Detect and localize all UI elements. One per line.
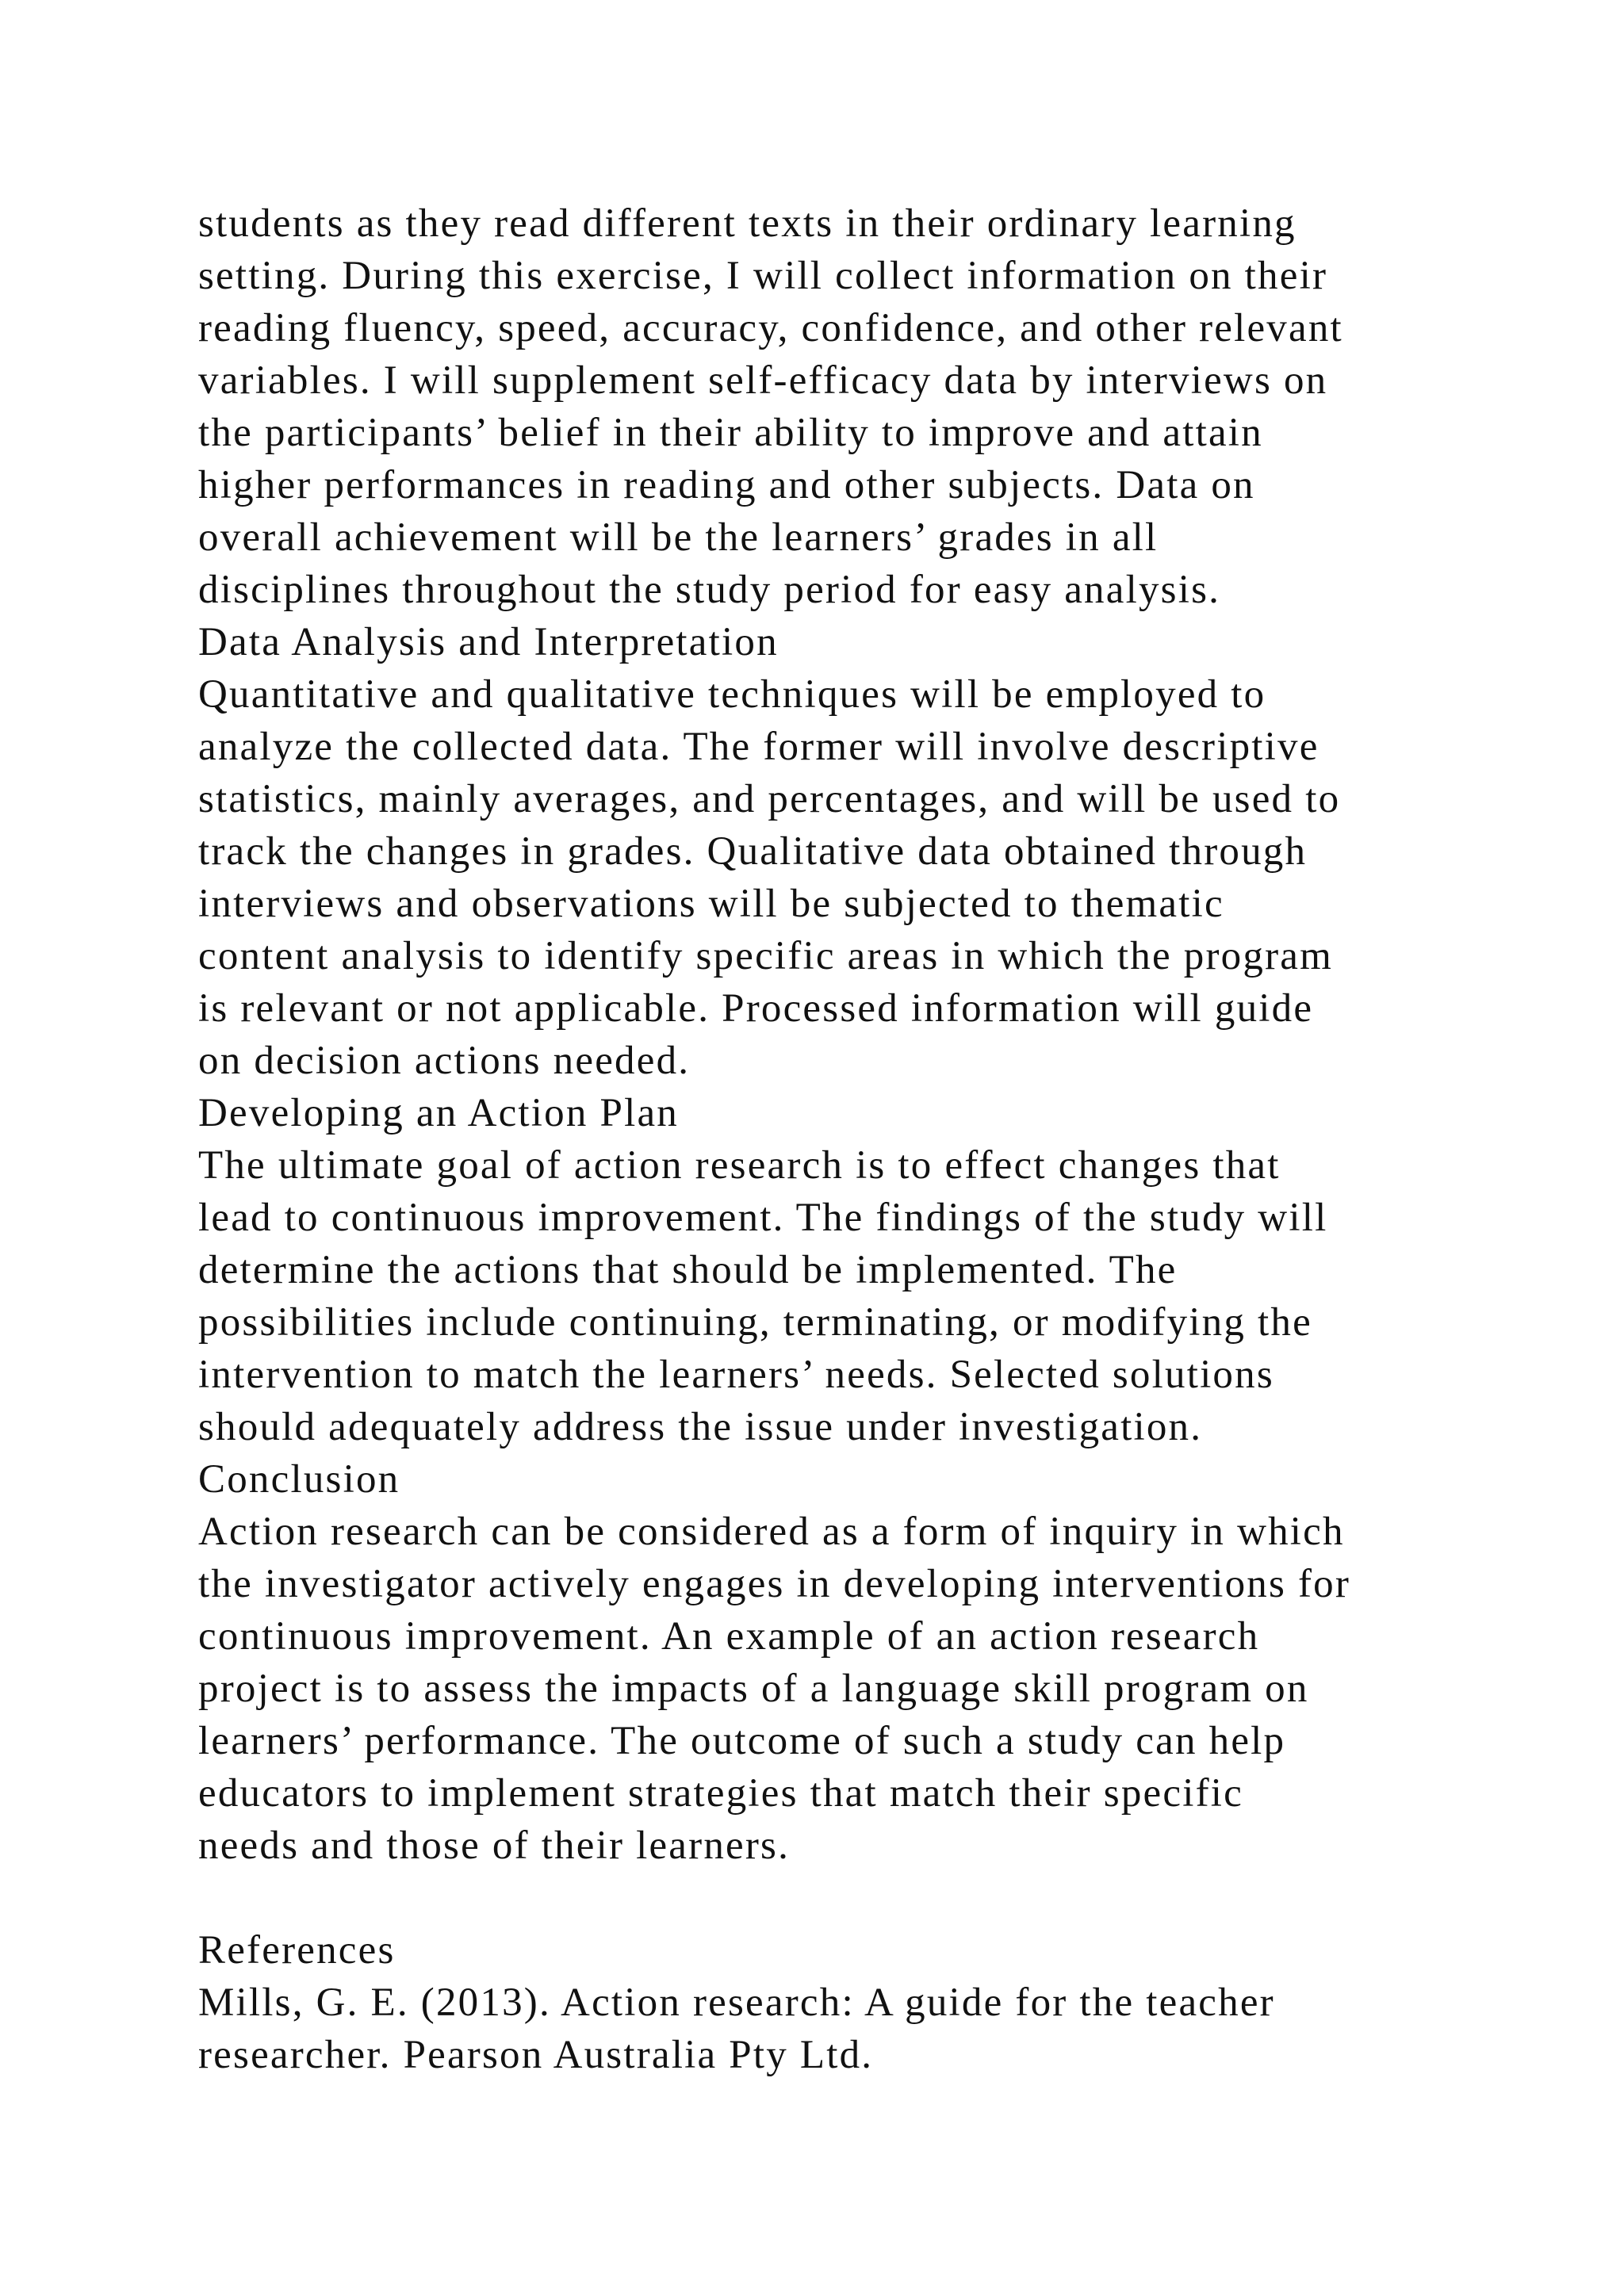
text-line: the investigator actively engages in developing interventions for (198, 1562, 1351, 1606)
section-heading-conclusion: Conclusion (198, 1457, 400, 1502)
section-heading-action-plan: Developing an Action Plan (198, 1091, 679, 1135)
section-heading-data-analysis: Data Analysis and Interpretation (198, 620, 779, 664)
text-line: continuous improvement. An example of an action research (198, 1614, 1260, 1659)
text-line: reading fluency, speed, accuracy, confidence, and other relevant (198, 306, 1343, 350)
document-page (198, 197, 1499, 2081)
text-line: Mills, G. E. (2013). Action research: A guide for the teacher (198, 1980, 1275, 2025)
text-line: Action research can be considered as a form of inquiry in which (198, 1510, 1345, 1554)
text-line: disciplines throughout the study period for easy analysis. (198, 568, 1221, 612)
text-line: students as they read different texts in their ordinary learning (198, 201, 1297, 246)
section-heading-references: References (198, 1928, 396, 1973)
text-line: researcher. Pearson Australia Pty Ltd. (198, 2033, 874, 2077)
text-line: learners’ performance. The outcome of such a study can help (198, 1719, 1286, 1763)
paragraph-data-collection (198, 197, 1499, 616)
text-line: on decision actions needed. (198, 1039, 691, 1083)
text-line: higher performances in reading and other subjects. Data on (198, 463, 1255, 507)
blank-line (198, 1872, 1499, 1924)
text-line: possibilities include continuing, terminating, or modifying the (198, 1300, 1312, 1345)
text-line: is relevant or not applicable. Processed information will guide (198, 986, 1314, 1031)
text-line: analyze the collected data. The former will involve descriptive (198, 725, 1320, 769)
text-line: educators to implement strategies that match their specific (198, 1771, 1243, 1816)
text-line: content analysis to identify specific areas in which the program (198, 934, 1333, 978)
text-line: setting. During this exercise, I will collect information on their (198, 254, 1328, 298)
text-line: track the changes in grades. Qualitative data obtained through (198, 829, 1308, 874)
text-line: intervention to match the learners’ needs. Selected solutions (198, 1353, 1274, 1397)
reference-entry (198, 1976, 1499, 2081)
text-line: determine the actions that should be implemented. The (198, 1248, 1178, 1292)
text-line: The ultimate goal of action research is to effect changes that (198, 1143, 1281, 1188)
text-line: lead to continuous improvement. The findings of the study will (198, 1196, 1328, 1240)
paragraph-conclusion (198, 1506, 1499, 1872)
paragraph-data-analysis (198, 668, 1499, 1087)
paragraph-action-plan (198, 1139, 1499, 1453)
text-line: statistics, mainly averages, and percentages, and will be used to (198, 777, 1341, 821)
text-line: interviews and observations will be subjected to thematic (198, 882, 1224, 926)
text-line: Quantitative and qualitative techniques will be employed to (198, 672, 1266, 717)
text-line: the participants’ belief in their ability to improve and attain (198, 411, 1263, 455)
text-line: should adequately address the issue under investigation. (198, 1405, 1203, 1449)
text-line: variables. I will supplement self-efficacy data by interviews on (198, 358, 1328, 403)
text-line: project is to assess the impacts of a language skill program on (198, 1667, 1309, 1711)
text-line: needs and those of their learners. (198, 1823, 791, 1868)
text-line: overall achievement will be the learners’ grades in all (198, 515, 1159, 560)
